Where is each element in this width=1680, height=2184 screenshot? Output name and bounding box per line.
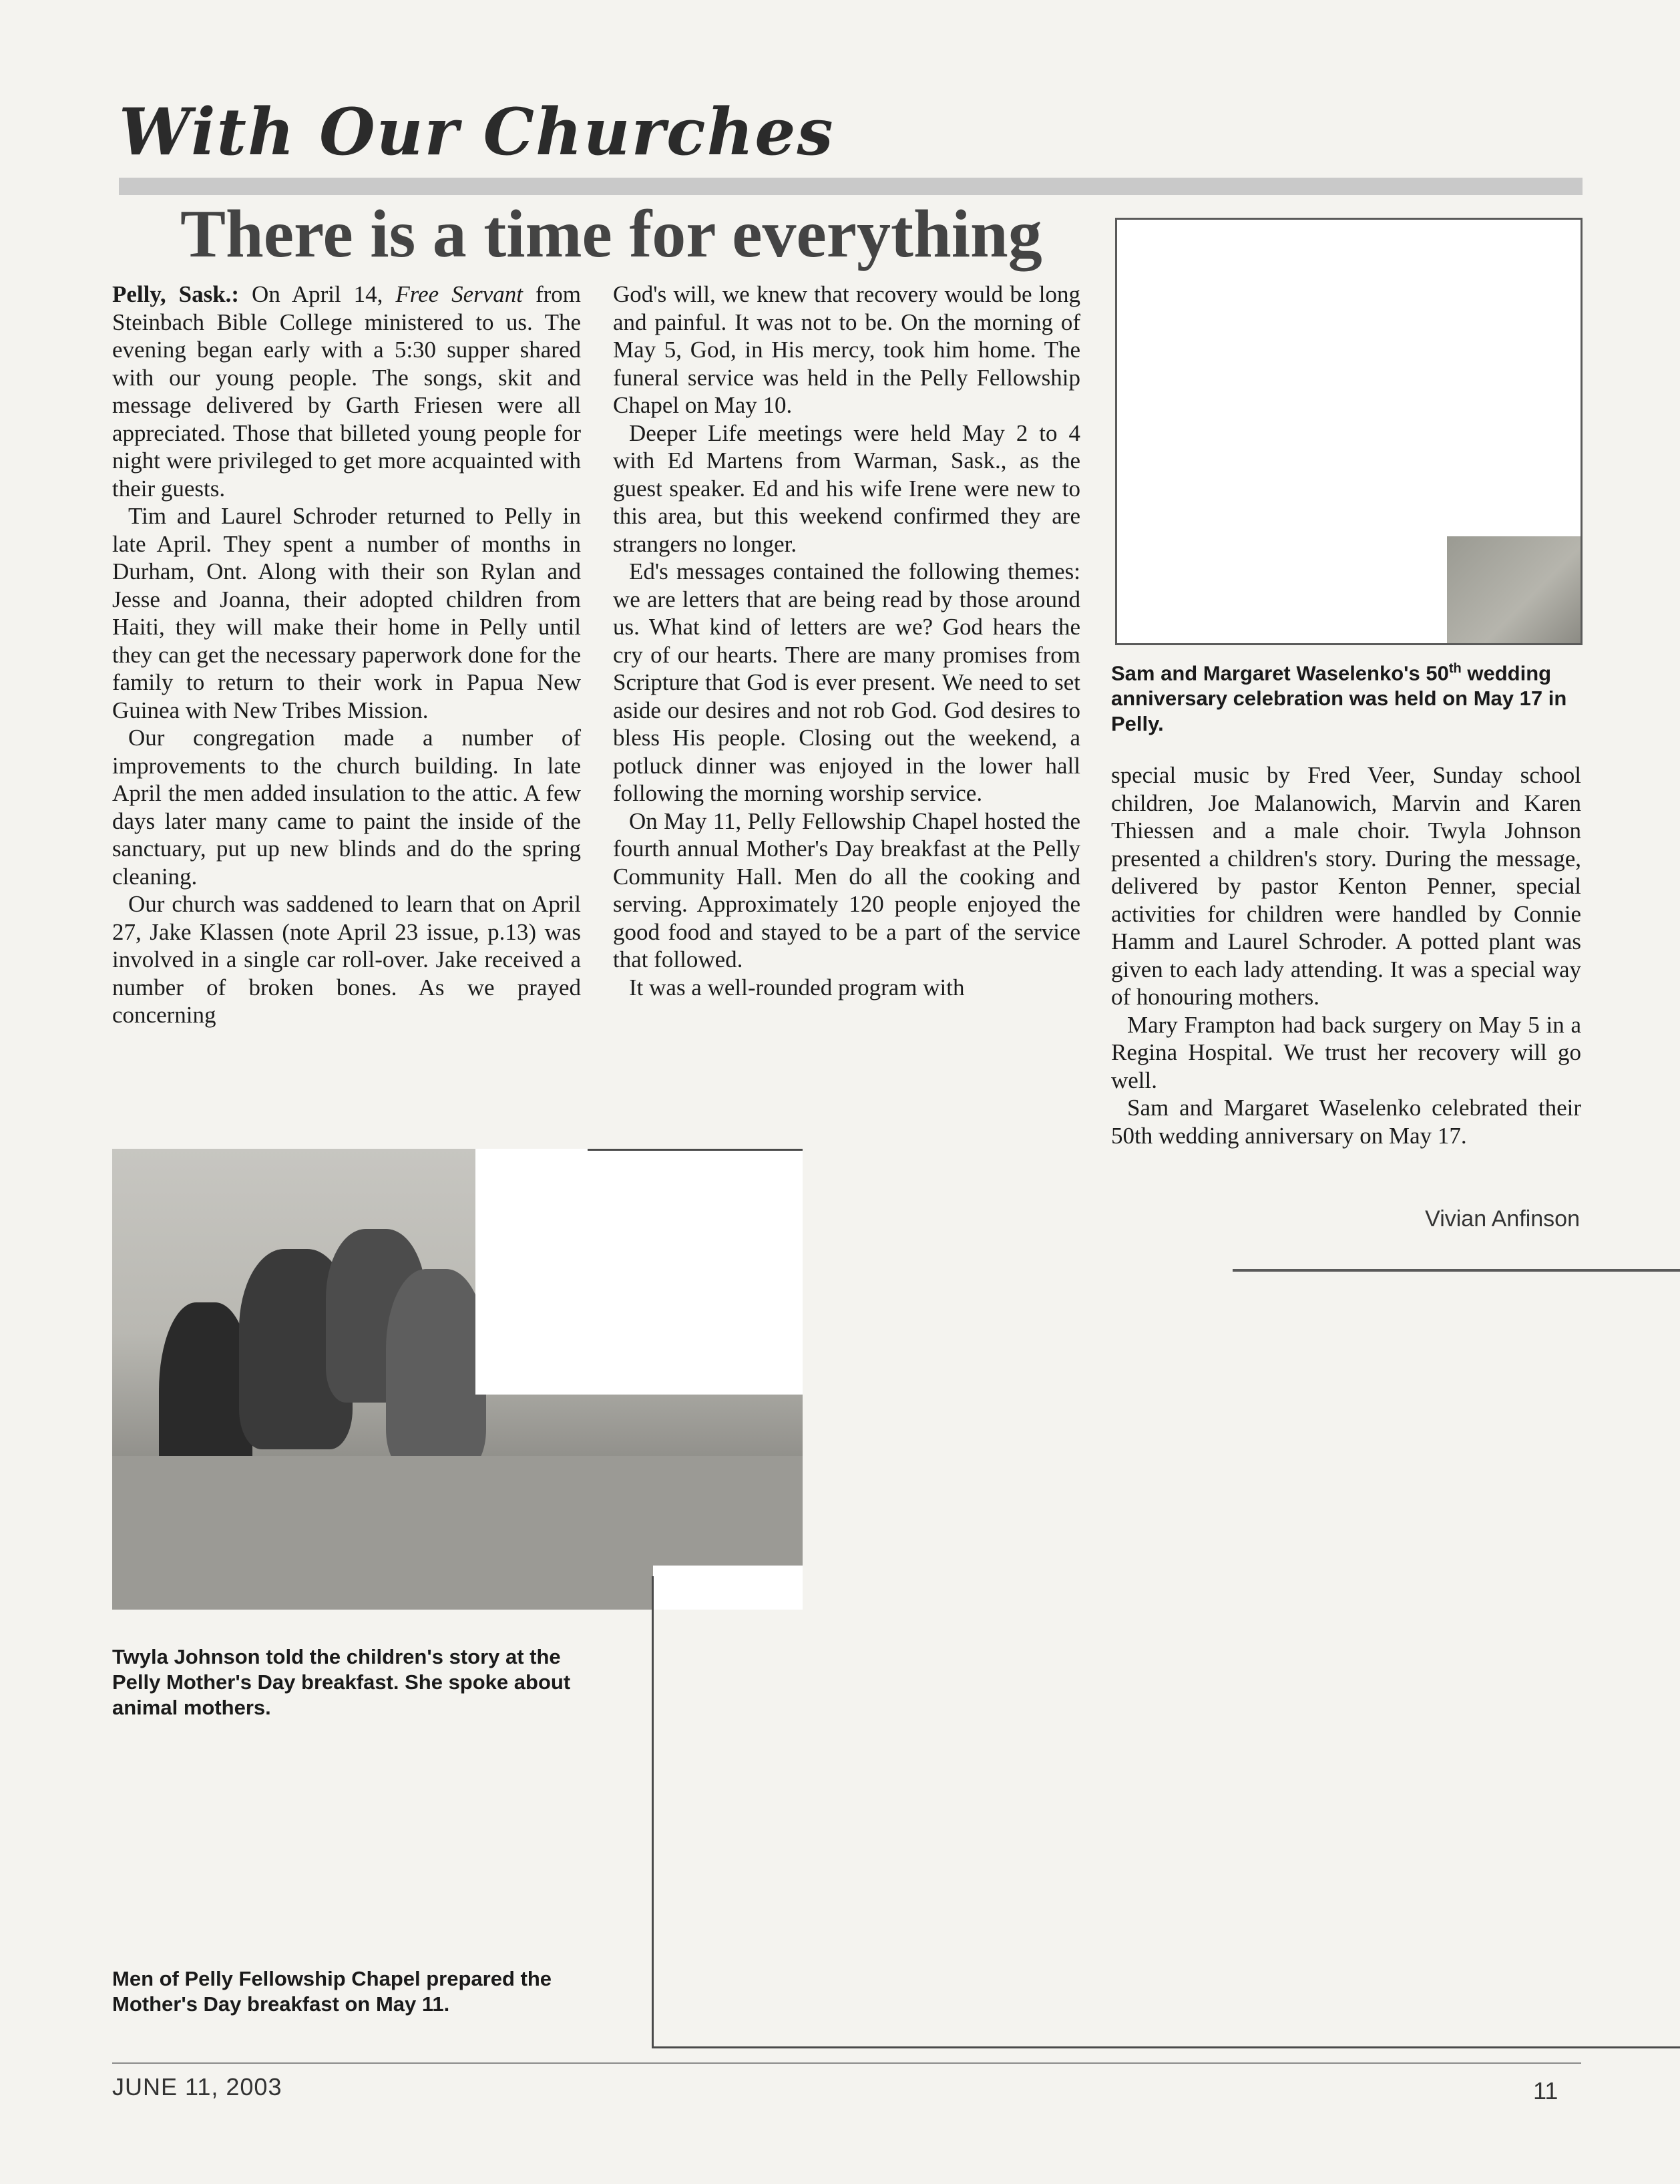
photo-blank-area — [475, 1149, 803, 1395]
author-byline: Vivian Anfinson — [1425, 1206, 1580, 1232]
italic-title: Free Servant — [395, 281, 523, 307]
paragraph: Our church was saddened to learn that on April 27, Jake Klassen (note April 23 issue, p.13) was involved in a single car roll-over. Jake received a number of broken bones. As we prayed concerning — [112, 891, 581, 1028]
paragraph: It was a well-rounded program with — [629, 974, 965, 1000]
column-end-rule — [1233, 1269, 1680, 1272]
paragraph: special music by Fred Veer, Sunday school children, Joe Malanowich, Marvin and Karen Thiessen and a male choir. Twyla Johnson presented a children's story. During the message, delivered by pastor Kenton Penner, special activities for children were handled by Connie Hamm and Laurel Schroder. A potted plant was given to each lady attending. It was a special way of honouring mothers. — [1111, 762, 1581, 1010]
anniversary-photo — [1115, 218, 1583, 645]
photo-rule — [588, 1149, 803, 1151]
men-photo-border — [652, 1576, 654, 2048]
photo-fragment — [1447, 536, 1581, 643]
paragraph: Pelly, Sask.: On April 14, Free Servant from Steinbach Bible College ministered to us. The evening began early with a 5:30 supper shared with our young people. The songs, skit and message delivered by Garth Friesen were all appreciated. Those that billeted young people for night were privileged to get more acquainted with their guests. — [112, 281, 581, 502]
men-photo-border — [652, 2046, 1680, 2048]
article-headline: There is a time for everything — [180, 196, 1042, 272]
anniversary-caption: Sam and Margaret Waselenko's 50th wedding anniversary celebration was held on May 17 in Pelly. — [1111, 661, 1567, 736]
page-number: 11 — [1533, 2077, 1558, 2105]
photo-blank-area — [653, 1566, 803, 1610]
article-column-2 — [613, 281, 1080, 1001]
section-label: With Our Churches — [119, 94, 835, 170]
footer-rule — [112, 2062, 1581, 2064]
children-story-caption: Twyla Johnson told the children's story at the Pelly Mother's Day breakfast. She spoke about animal mothers. — [112, 1645, 571, 1719]
paragraph: Deeper Life meetings were held May 2 to 4 with Ed Martens from Warman, Sask., as the guest speaker. Ed and his wife Irene were new to this area, but this weekend confirmed they are strangers no longer. — [613, 419, 1080, 557]
men-breakfast-caption: Men of Pelly Fellowship Chapel prepared the Mother's Day breakfast on May 11. — [112, 1967, 552, 2016]
section-rule — [119, 178, 1583, 195]
article-column-1 — [112, 281, 581, 1029]
children-story-photo — [112, 1149, 803, 1610]
issue-date: JUNE 11, 2003 — [112, 2073, 282, 2101]
paragraph: Tim and Laurel Schroder returned to Pelly in late April. They spent a number of months in Durham, Ont. Along with their son Rylan and Jesse and Joanna, their adopted children from Haiti, they will make their home in Pelly until they can get the necessary paperwork done for the family to return to their work in Papua New Guinea with New Tribes Mission. — [112, 503, 581, 723]
photo-figure — [386, 1269, 486, 1469]
paragraph: Mary Frampton had back surgery on May 5 in a Regina Hospital. We trust her recovery will go well. — [1111, 1011, 1581, 1093]
paragraph: Sam and Margaret Waselenko celebrated their 50th wedding anniversary on May 17. — [1111, 1095, 1581, 1149]
paragraph: Our congregation made a number of improvements to the church building. In late April the men added insulation to the attic. A few days later many came to paint the inside of the sanctuary, put up new blinds and do the spring cleaning. — [112, 725, 581, 890]
dateline: Pelly, Sask.: — [112, 281, 240, 307]
paragraph: Ed's messages contained the following themes: we are letters that are being read by those around us. What kind of letters are we? God hears the cry of our hearts. There are many promises from Scripture that God is ever present. We need to set aside our desires and not rob God. God desires to bless His people. Closing out the weekend, a potluck dinner was enjoyed in the lower hall following the morning worship service. — [613, 558, 1080, 806]
paragraph: God's will, we knew that recovery would be long and painful. It was not to be. On the morning of May 5, God, in His mercy, took him home. The funeral service was held in the Pelly Fellowship Chapel on May 10. — [613, 281, 1080, 418]
paragraph: On May 11, Pelly Fellowship Chapel hosted the fourth annual Mother's Day breakfast at the Pelly Community Hall. Men do all the cooking and serving. Approximately 120 people enjoyed the good food and stayed to be a part of the service that followed. — [613, 807, 1080, 972]
article-column-3 — [1111, 761, 1581, 1149]
